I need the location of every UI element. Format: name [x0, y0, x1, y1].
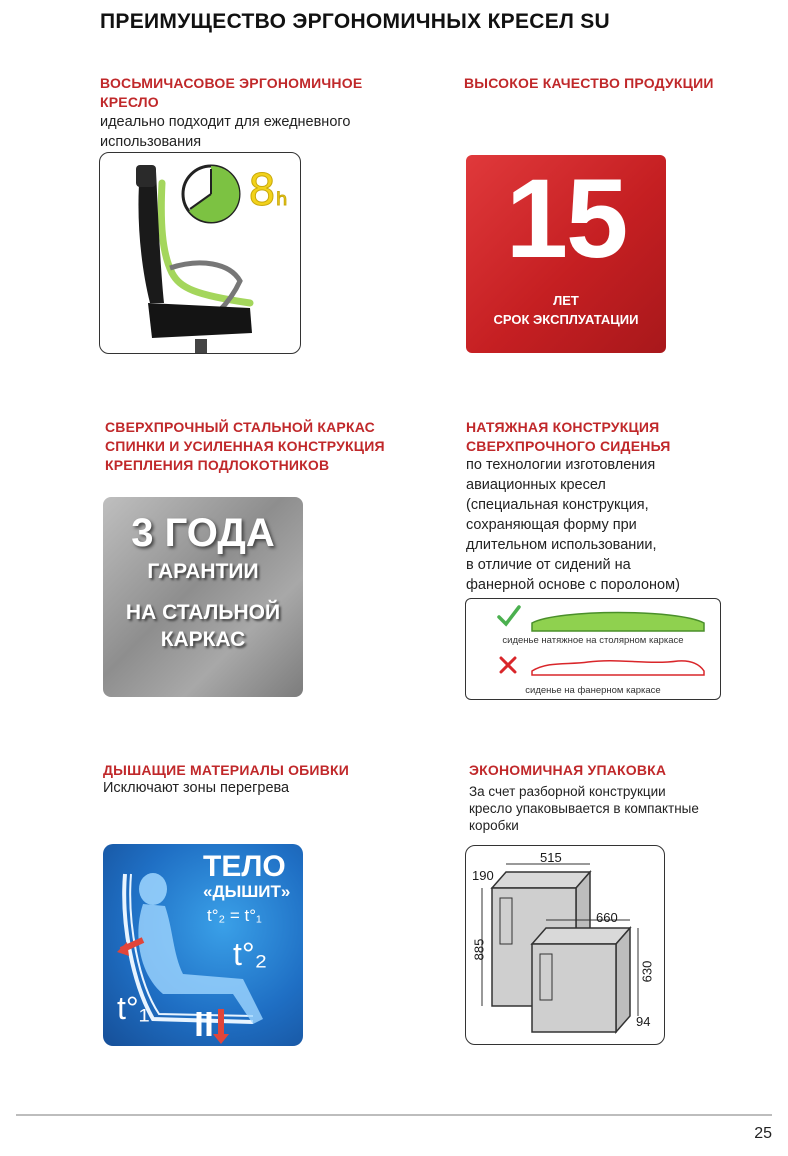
warranty-subtitle: ГАРАНТИИ — [147, 560, 259, 583]
body-label: ТЕЛО — [203, 850, 286, 883]
seat-title — [466, 418, 766, 456]
bad-seat-caption: сиденье на фанерном каркасе — [525, 685, 661, 696]
warranty-years: 3 ГОДА — [131, 511, 275, 555]
breathable-text: Исключают зоны перегрева — [103, 780, 290, 796]
breathable-illustration — [103, 844, 303, 1046]
seat-text-line-6: в отличие от сидений на — [466, 557, 631, 573]
page-number: 25 — [754, 1125, 772, 1142]
seat-title-line-2: СВЕРХПРОЧНОГО СИДЕНЬЯ — [466, 438, 671, 454]
warranty-15-badge — [466, 155, 666, 353]
box2-height: 630 — [639, 960, 655, 983]
seat-text — [466, 455, 766, 595]
frame-title-line-2: СПИНКИ И УСИЛЕННАЯ КОНСТРУКЦИЯ — [105, 438, 385, 454]
seat-text-line-3: (специальная конструкция, — [466, 497, 649, 513]
tension-seat-illustration — [528, 605, 708, 635]
seat-text-line-7: фанерной основе с поролоном) — [466, 577, 680, 593]
steel-line-1: НА СТАЛЬНОЙ — [125, 601, 281, 624]
seat-text-line-2: авиационных кресел — [466, 477, 606, 493]
packing-boxes-card — [465, 845, 665, 1045]
breathes-label: «ДЫШИТ» — [203, 882, 291, 901]
seat-text-line-5: длительном использовании, — [466, 537, 657, 553]
clock-icon — [180, 163, 242, 225]
quality-title: ВЫСОКОЕ КАЧЕСТВО ПРОДУКЦИИ — [464, 75, 714, 91]
ergonomic-text — [100, 112, 420, 152]
seat-text-line-1: по технологии изготовления — [466, 457, 656, 473]
ergonomic-title-line-2: КРЕСЛО — [100, 94, 159, 110]
check-icon — [496, 603, 522, 629]
years-label: ЛЕТ — [553, 293, 579, 308]
formula-left: t°₂ — [207, 906, 226, 925]
box1-height: 885 — [471, 938, 487, 961]
packing-text-line-1: За счет разборной конструкции — [469, 784, 666, 799]
plywood-seat-illustration — [528, 655, 708, 679]
hours-label — [248, 165, 287, 216]
temperature-formula — [207, 906, 262, 926]
packing-text-line-3: коробки — [469, 818, 519, 833]
boxes-illustration — [466, 846, 664, 1044]
footer-divider — [16, 1114, 772, 1116]
seat-text-line-4: сохраняющая форму при — [466, 517, 637, 533]
formula-equals: = — [229, 906, 240, 925]
packing-title: ЭКОНОМИЧНАЯ УПАКОВКА — [469, 762, 667, 778]
frame-title-line-3: КРЕПЛЕНИЯ ПОДЛОКОТНИКОВ — [105, 457, 330, 473]
ergonomic-text-line-2: использования — [100, 134, 202, 150]
steel-warranty-badge — [103, 497, 303, 697]
t2-label: t°₂ — [233, 936, 268, 972]
ergonomic-title — [100, 74, 420, 112]
good-seat-caption: сиденье натяжное на столярном каркасе — [502, 635, 684, 646]
hours-number: 8 — [248, 165, 276, 216]
box2-width: 660 — [596, 910, 618, 925]
formula-right: t°₁ — [244, 906, 262, 925]
steel-line-2: КАРКАС — [160, 628, 246, 651]
t1-label: t°₁ — [117, 990, 150, 1026]
breathable-title: ДЫШАЩИЕ МАТЕРИАЛЫ ОБИВКИ — [103, 762, 350, 778]
ergonomic-chair-card — [99, 152, 301, 354]
box2-depth: 94 — [636, 1014, 651, 1029]
ergonomic-title-line-1: ВОСЬМИЧАСОВОЕ ЭРГОНОМИЧНОЕ — [100, 75, 363, 91]
packing-text — [469, 783, 739, 834]
frame-title — [105, 418, 425, 475]
service-life-caption: СРОК ЭКСПЛУАТАЦИИ — [493, 312, 639, 327]
years-number: 15 — [505, 156, 627, 281]
seat-comparison-card — [465, 598, 721, 700]
seat-title-line-1: НАТЯЖНАЯ КОНСТРУКЦИЯ — [466, 419, 660, 435]
hours-suffix: h — [276, 189, 288, 210]
frame-title-line-1: СВЕРХПРОЧНЫЙ СТАЛЬНОЙ КАРКАС — [105, 419, 375, 435]
cross-icon — [498, 655, 518, 675]
box1-depth: 190 — [472, 868, 494, 883]
page-title: ПРЕИМУЩЕСТВО ЭРГОНОМИЧНЫХ КРЕСЕЛ SU — [100, 10, 611, 33]
ergonomic-text-line-1: идеально подходит для ежедневного — [100, 114, 351, 130]
box1-width: 515 — [540, 850, 562, 865]
packing-text-line-2: кресло упаковывается в компактные — [469, 801, 699, 816]
